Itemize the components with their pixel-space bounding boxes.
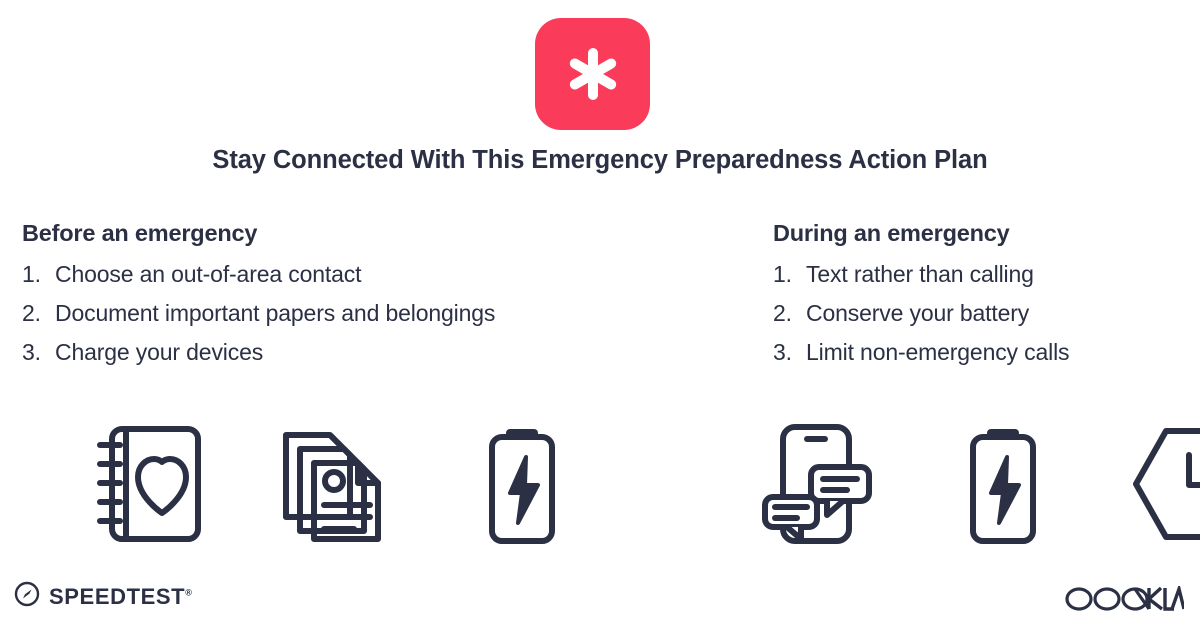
list-item-number: 2. [22,300,41,326]
list-item [22,255,752,294]
battery-charging-icon [938,418,1068,550]
ookla-logo [1064,586,1184,612]
list-item-label: Text rather than calling [806,261,1034,287]
list-item [22,333,752,372]
list-item-label: Charge your devices [55,339,264,365]
ookla-wordmark [1064,586,1184,612]
column-heading: Before an emergency [22,220,258,246]
notebook-heart-icon [85,418,215,550]
hexagon-clock-icon [1124,418,1200,550]
speedtest-logo [14,581,192,612]
page-title: Stay Connected With This Emergency Preparedness Action Plan [212,146,988,174]
speedtest-wordmark: SPEEDTEST® [49,583,192,609]
list-before-emergency [22,255,752,372]
list-item-number: 1. [773,261,792,287]
list-item [773,294,1193,333]
list-item-number: 2. [773,300,792,326]
list-item-number: 1. [22,261,41,287]
list-item-label: Choose an out-of-area contact [55,261,362,287]
list-item-number: 3. [773,339,792,365]
speedtest-app-badge [535,18,650,130]
list-item [773,333,1193,372]
column-before-emergency [22,220,752,372]
list-item-label: Document important papers and belongings [55,300,496,326]
speedtest-gauge-icon [14,581,40,612]
list-item-label: Limit non-emergency calls [806,339,1070,365]
list-item [773,255,1193,294]
asterisk-icon [563,44,623,104]
column-heading: During an emergency [773,220,1010,246]
icon-row-before-emergency [85,418,587,550]
list-item-number: 3. [22,339,41,365]
battery-charging-icon [457,418,587,550]
phone-text-message-icon [752,418,882,550]
list-item-label: Conserve your battery [806,300,1030,326]
icon-row-during-emergency [752,418,1200,550]
list-item [22,294,752,333]
list-during-emergency [773,255,1193,372]
column-during-emergency [773,220,1193,372]
documents-stack-icon [271,418,401,550]
